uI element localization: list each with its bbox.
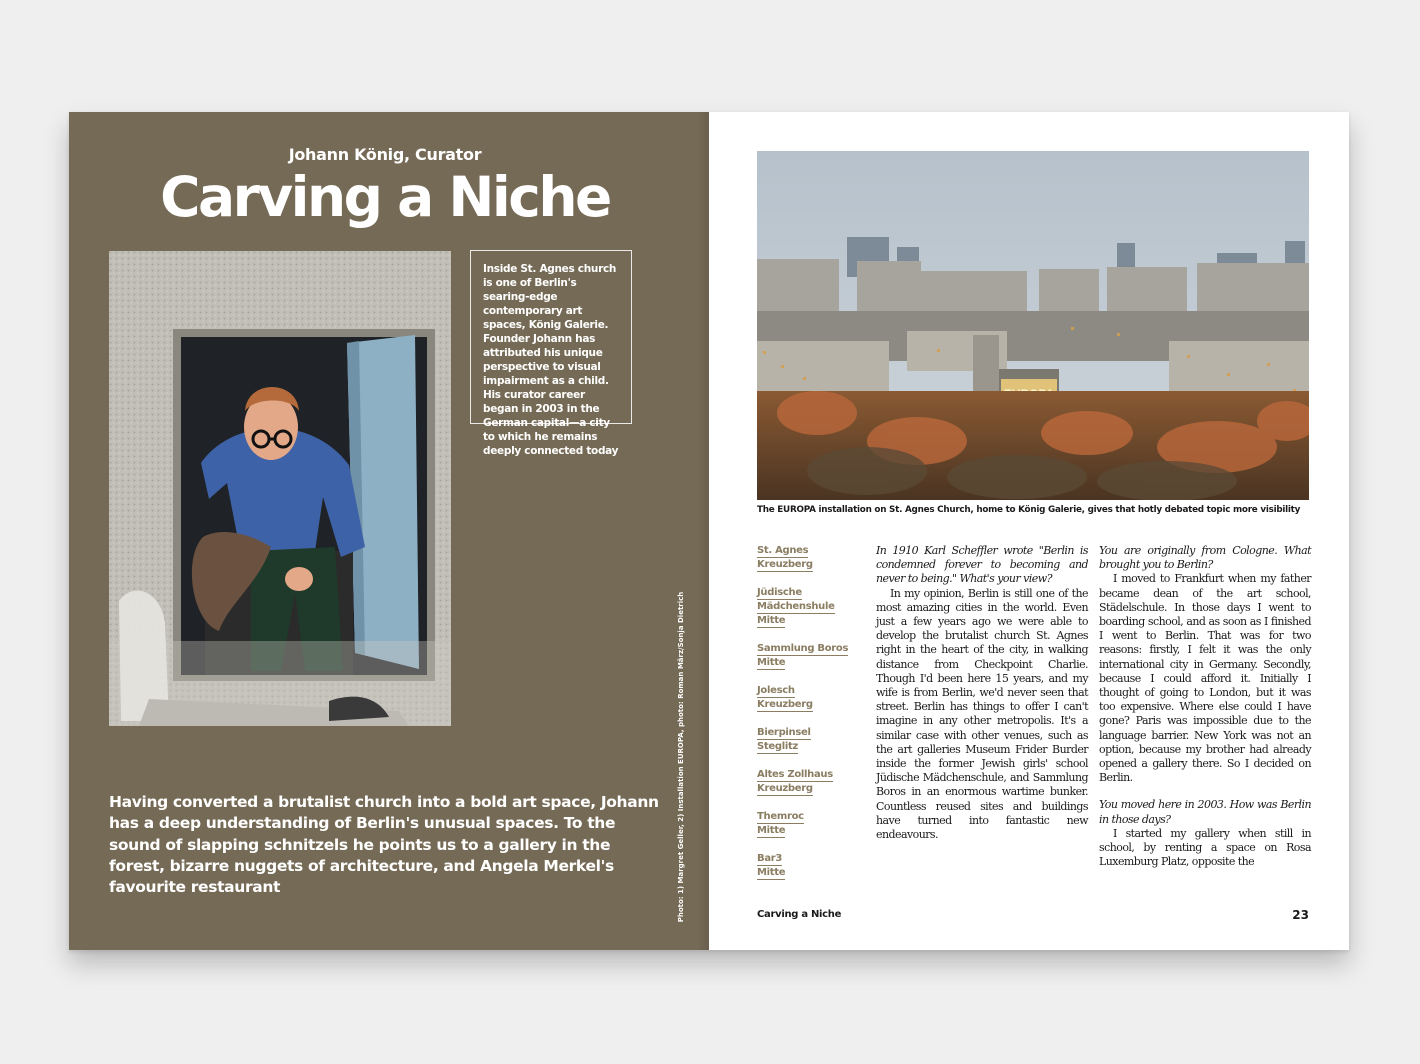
- place-district: Steglitz: [757, 741, 798, 752]
- place-district: Mitte: [757, 825, 786, 836]
- left-page: [69, 112, 709, 950]
- place-district: Mitte: [757, 615, 786, 626]
- running-footer-title: Carving a Niche: [757, 909, 842, 920]
- body-column-1: [876, 544, 1088, 842]
- magazine-spread: [69, 112, 1349, 950]
- place-district: Mitte: [757, 657, 786, 668]
- place-name: Bierpinsel: [757, 727, 811, 738]
- place-name: Themroc: [757, 811, 804, 822]
- list-item: [757, 768, 867, 796]
- interview-question: In 1910 Karl Scheffler wrote "Berlin is condemned forever to becoming and never to being." What's your view?: [876, 544, 1088, 586]
- place-name: Sammlung Boros: [757, 643, 849, 654]
- places-list: [757, 544, 867, 894]
- place-name: Altes Zollhaus: [757, 769, 833, 780]
- photo-credit: [675, 591, 687, 923]
- place-district: Mitte: [757, 867, 786, 878]
- place-name: Jolesch: [757, 685, 795, 696]
- berlin-skyline-photo: [757, 151, 1309, 500]
- right-page: [709, 112, 1349, 950]
- article-headline: Carving a Niche: [160, 165, 610, 229]
- list-item: [757, 642, 867, 670]
- interview-answer: I started my gallery when still in school, by renting a space on Rosa Luxemburg Platz, opposite the: [1099, 826, 1311, 869]
- intro-sidebar-box: Inside St. Agnes church is one of Berlin's searing-edge contemporary art spaces, König Galerie. Founder Johann has attributed his unique perspective to visual impairment as a child. His curator career began in 2003 in the German capital—a city to which he remains deeply connected today: [470, 250, 632, 424]
- interview-question: You moved here in 2003. How was Berlin in those days?: [1099, 798, 1311, 826]
- article-kicker: Johann König, Curator: [288, 145, 482, 164]
- place-district: Kreuzberg: [757, 559, 813, 570]
- photo-credit-text: Photo: 1) Margret Geller, 2) Installation EUROPA, photo: Roman März/Sonja Dietrich: [677, 591, 685, 923]
- interview-answer: I moved to Frankfurt when my father became dean of the art school, Städelschule. In those days I went to boarding school, and as soon as I finished I went to Berlin. That was for two reasons: firstly, I felt it was the only international city in Germany. Secondly, because I could afford it. Initially I thought of going to London, but it was too expensive. Where else could I have gone? Paris was impossible due to the language barrier. New York was not an option, because my brother had already opened a gallery there. So I decided on Berlin.: [1099, 572, 1311, 785]
- portrait-photo: [109, 251, 451, 726]
- place-name: Mädchenshule: [757, 601, 835, 612]
- article-standfirst: Having converted a brutalist church into a bold art space, Johann has a deep understanding of Berlin's unusual spaces. To the sound of slapping schnitzels he points us to a gallery in the forest, bizarre nuggets of architecture, and Angela Merkel's favourite restaurant: [109, 793, 659, 897]
- list-item: [757, 544, 867, 572]
- place-name: St. Agnes: [757, 545, 809, 556]
- place-name: Bar3: [757, 853, 783, 864]
- list-item: [757, 726, 867, 754]
- place-district: Kreuzberg: [757, 699, 813, 710]
- list-item: [757, 810, 867, 838]
- interview-answer: In my opinion, Berlin is still one of the most amazing cities in the world. Even just a few years ago we were able to develop the brutalist church St. Agnes right in the heart of the city, in walking distance from Checkpoint Charlie. Though I'd been here 15 years, and my wife is from Berlin, we'd never seen that street. Berlin has things to offer I can't imagine in any other metropolis. It's a similar case with other venues, such as the art galleries Museum Frider Burder inside the former Jewish girls' school Jüdische Mädchenschule, and Sammlung Boros in an enormous wartime bunker. Countless reused sites and buildings have turned into fantastic new endeavours.: [876, 586, 1088, 842]
- interview-question: You are originally from Cologne. What brought you to Berlin?: [1099, 544, 1311, 572]
- list-item: [757, 852, 867, 880]
- list-item: [757, 586, 867, 628]
- list-item: [757, 684, 867, 712]
- place-district: Kreuzberg: [757, 783, 813, 794]
- photo-caption: The EUROPA installation on St. Agnes Church, home to König Galerie, gives that hotly debated topic more visibility: [757, 505, 1301, 515]
- place-name: Jüdische: [757, 587, 802, 598]
- body-column-2: [1099, 544, 1311, 869]
- page-number: 23: [1292, 908, 1309, 922]
